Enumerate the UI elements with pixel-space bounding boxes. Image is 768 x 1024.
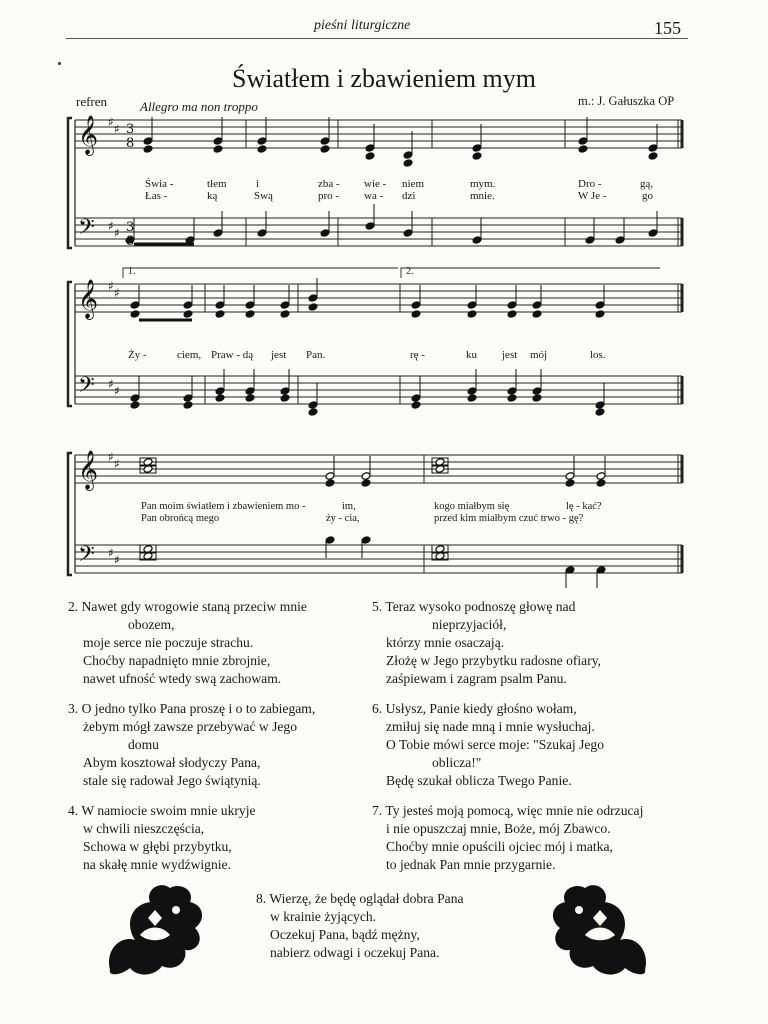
notehead [280,387,290,396]
verse-line: O Tobie mówi serce moje: "Szukaj Jego [386,737,605,752]
volta-2-label: 2. [406,266,414,277]
lyric-syllable: ciem, [177,349,202,361]
verse-line: 6. Usłysz, Panie kiedy głośno wołam, [372,701,577,716]
verse-line: Oczekuj Pana, bądź mężny, [270,927,420,942]
music-symbol: 𝄢 [78,215,95,245]
verse-line: Będę szukał oblicza Twego Panie. [386,773,572,788]
notehead [595,310,605,319]
verse-line: Złożę w Jego przybytku radosne ofiary, [386,653,602,668]
notehead [280,394,290,403]
tempo-marking: Allegro ma non troppo [140,99,258,114]
notehead [565,479,575,488]
lyric-syllable: W Je - [578,190,607,202]
verse-7 [372,802,643,874]
verse-line: na skałę mnie wydźwignie. [83,857,231,872]
notehead [245,394,255,403]
notehead [361,472,371,481]
verse-line: 3. O jedno tylko Pana proszę i o to zabiegam, [68,701,316,716]
lyric-syllable: mój [530,349,548,361]
verse-4 [68,802,256,874]
notehead [257,145,267,154]
notehead [411,401,421,410]
notehead [467,310,477,319]
verse-line: obozem, [128,617,175,632]
notehead [507,301,517,310]
notehead [596,479,606,488]
lyric-syllable: Pan. [306,349,326,361]
psalm-text: lę - kać? [566,501,602,512]
notehead [472,236,482,245]
notehead [215,310,225,319]
notehead [245,387,255,396]
music-symbol: ♯ [108,219,114,233]
refrain-label: refren [76,94,108,109]
volta-2-bracket [401,268,660,278]
page-number: 155 [654,18,681,38]
verse-line: w chwili nieszczęścia, [83,821,205,836]
notehead [595,401,605,410]
music-symbol: ♯ [114,457,120,471]
notehead [320,137,330,146]
verse-5 [372,598,601,688]
notehead [308,408,318,417]
music-symbol: ♯ [108,450,114,464]
lyric-syllable: los. [590,349,606,361]
music-symbol: 𝄞 [78,279,99,319]
verse-line: moje serce nie poczuje strachu. [83,635,254,650]
notehead [532,301,542,310]
notehead [213,137,223,146]
notehead [595,301,605,310]
system-bracket [68,118,72,248]
lyric-syllable: Ży - [128,349,147,361]
notehead [403,159,413,168]
verse-line: 8. Wierzę, że będę oglądał dobra Pana [256,891,464,906]
lyric-syllable: Swą [254,190,273,202]
notehead [183,310,193,319]
psalm-text: kogo miałbym się [434,501,510,512]
notehead [213,145,223,154]
verse-line: i nie opuszczaj mnie, Boże, mój Zbawco. [386,821,611,836]
lyric-syllable: mnie. [470,190,495,202]
music-symbol: ♯ [114,553,120,567]
notehead [365,222,375,231]
lyric-syllable: wa - [364,190,384,202]
notehead [596,472,606,481]
notehead [467,387,477,396]
lyric-syllable: ku [466,349,477,361]
notehead [532,394,542,403]
notehead [320,145,330,154]
lyric-syllable: wie - [364,178,387,190]
verse-line: nawet ufność wtedy swą zachowam. [83,671,282,686]
notehead [257,229,267,238]
notehead [213,229,223,238]
music-symbol: 3 [126,220,135,235]
verse-line: stale się radował Jego świątynią. [83,773,261,788]
notehead [130,310,140,319]
notehead [143,145,153,154]
notehead [280,310,290,319]
notehead [325,479,335,488]
notehead [411,394,421,403]
notehead [130,301,140,310]
lyric-syllable: tłem [207,178,227,190]
lyric-syllable: rę - [410,349,425,361]
notehead [467,301,477,310]
notehead [143,137,153,146]
notehead [467,394,477,403]
verse-line: w krainie żyjących. [270,909,377,924]
verse-3 [68,700,315,790]
volta-1-label: 1. [128,266,136,277]
notehead [308,401,318,410]
verse-line: Choćby napadnięto mnie zbrojnie, [83,653,271,668]
music-symbol: ♯ [108,546,114,560]
lyric-syllable: ką [207,190,218,202]
song-title: Światłem i zbawieniem mym [232,64,536,93]
lyric-syllable: pro - [318,190,340,202]
verse-line: oblicza!" [432,755,482,770]
lyric-syllable: dzi [402,190,416,202]
psalm-text: im, [342,501,356,512]
notehead [507,394,517,403]
running-header-category: pieśni liturgiczne [314,18,411,33]
verse-line: zmiłuj się nade mną i mnie wysłuchaj. [386,719,595,734]
system-bracket [68,453,72,575]
music-symbol: ♯ [108,115,114,129]
notehead [648,152,658,161]
music-symbol: 8 [126,136,135,151]
notehead [245,301,255,310]
music-symbol: ♯ [114,286,120,300]
verse-6 [372,700,604,790]
notehead [411,301,421,310]
notehead [325,536,335,545]
music-symbol: 𝄞 [78,115,99,155]
volta-1-bracket [123,268,398,278]
music-symbol: ♯ [114,384,120,398]
notehead [648,144,658,153]
notehead [280,301,290,310]
psalm-text: przed kim miałbym czuć trwo - gę? [434,513,584,524]
lyric-syllable: Praw - dą [211,349,254,361]
music-symbol: 𝄞 [78,450,99,490]
music-symbol: ♯ [114,122,120,136]
notehead [183,301,193,310]
notehead [532,310,542,319]
notehead [615,236,625,245]
notehead [308,303,318,312]
notehead [648,229,658,238]
notehead [585,236,595,245]
verse-line: to jednak Pan mnie przygarnie. [386,857,556,872]
music-symbol: ♯ [108,377,114,391]
notehead [130,401,140,410]
verse-line: zaśpiewam i zagram psalm Panu. [386,671,567,686]
verse-line: 4. W namiocie swoim mnie ukryje [68,803,256,818]
notehead [472,152,482,161]
notehead [507,387,517,396]
notehead [532,387,542,396]
verse-2 [68,598,307,688]
notehead [365,144,375,153]
notehead [565,472,575,481]
notehead [578,137,588,146]
lyric-syllable: go [642,190,653,202]
notehead [361,479,371,488]
lyric-syllable: gą, [640,178,654,190]
verse-line: żebym mógł zawsze przebywać w Jego [83,719,298,734]
notehead [320,229,330,238]
music-symbol: 3 [126,122,135,137]
notehead [472,144,482,153]
notehead [403,151,413,160]
lyric-syllable: i [256,178,260,190]
verse-line: Abym kosztował słodyczy Pana, [83,755,261,770]
verse-line: nabierz odwagi i oczekuj Pana. [270,945,440,960]
music-symbol: 𝄢 [78,542,95,572]
notehead [365,152,375,161]
notehead [245,310,255,319]
left-ornament-icon [100,880,210,980]
psalm-text: Pan moim światłem i zbawieniem mo - [141,501,306,512]
verse-line: nieprzyjaciół, [432,617,507,632]
psalm-text: Pan obrońcą mego [141,513,220,524]
notehead [325,472,335,481]
lyric-syllable: jest [502,349,518,361]
verse-line: 7. Ty jesteś moją pomocą, więc mnie nie odrzucaj [372,803,644,818]
composer-credit: m.: J. Gałuszka OP [578,94,675,108]
lyric-syllable: Dro - [578,178,602,190]
psalm-text: ży - cia, [326,513,360,524]
notehead [361,536,371,545]
right-ornament-icon [545,880,655,980]
notehead [130,394,140,403]
notehead [215,301,225,310]
lyric-syllable: zba - [318,178,340,190]
music-symbol: 𝄢 [78,373,95,403]
system-bracket [68,282,72,406]
lyric-syllable: jest [271,349,287,361]
verse-line: Schowa w głębi przybytku, [83,839,232,854]
lyric-syllable: mym. [470,178,496,190]
verse-line: którzy mnie osaczają. [386,635,505,650]
notehead [257,137,267,146]
lyric-syllable: Świa - [145,178,174,190]
notehead [507,310,517,319]
notehead [403,229,413,238]
verse-line: Choćby mnie opuścili ojciec mój i matka, [386,839,613,854]
lyric-syllable: Łas - [145,190,168,202]
notehead [308,294,318,303]
verse-line: domu [128,737,159,752]
notehead [183,394,193,403]
verse-line: 5. Teraz wysoko podnoszę głowę nad [372,599,576,614]
notehead [183,401,193,410]
verse-8 [256,890,464,962]
music-symbol: ♯ [108,279,114,293]
music-symbol: ♯ [114,226,120,240]
notehead [578,145,588,154]
verse-line: 2. Nawet gdy wrogowie staną przeciw mnie [68,599,307,614]
notehead [411,310,421,319]
notehead [215,387,225,396]
notehead [595,408,605,417]
lyric-syllable: niem [402,178,424,190]
notehead [215,394,225,403]
